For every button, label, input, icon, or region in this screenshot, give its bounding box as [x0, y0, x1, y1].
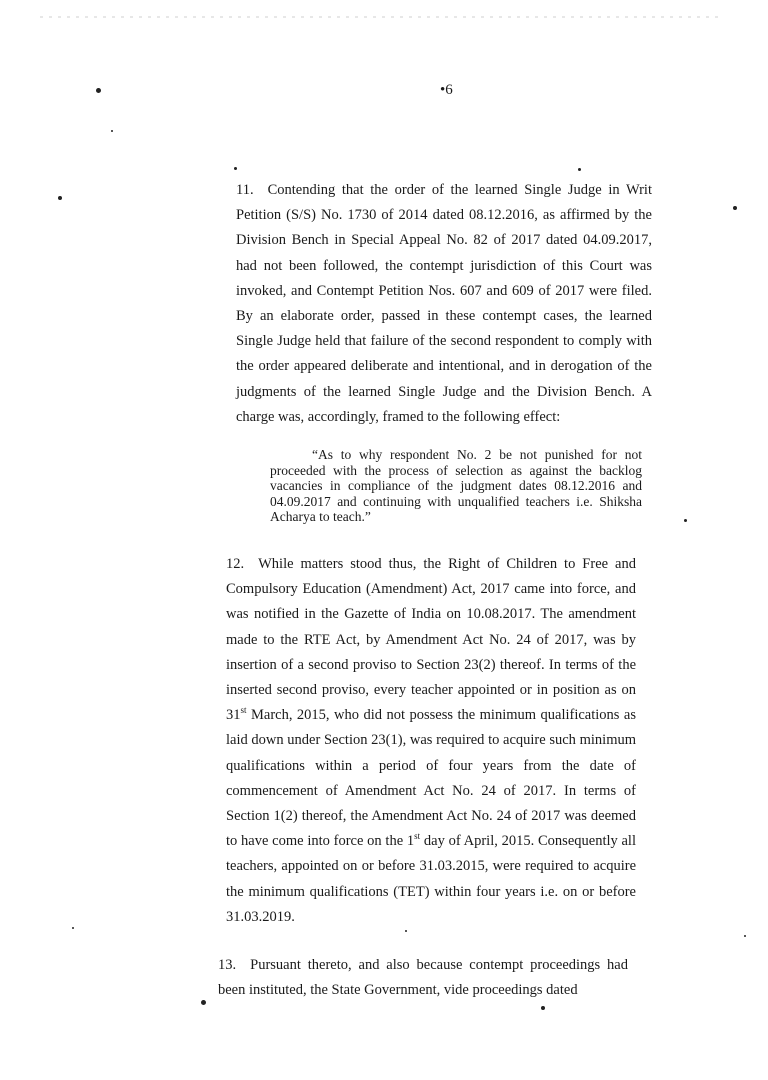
paragraph-number: 12.: [226, 556, 245, 572]
paragraph-12: [226, 552, 636, 930]
page-number-text: 6: [445, 82, 453, 98]
scan-speck: [733, 206, 737, 210]
paragraph-text: Pursuant thereto, and also because contempt proceedings had been instituted, the State Government, vide proceedings dated: [218, 957, 628, 999]
scan-edge-noise: [40, 16, 720, 18]
superscript: st: [240, 705, 247, 716]
scan-speck: [234, 167, 237, 170]
scan-speck: [96, 88, 101, 93]
scan-speck: [111, 130, 113, 132]
scan-speck: [541, 1006, 545, 1010]
scan-speck: [58, 196, 62, 200]
scan-speck: [744, 935, 746, 937]
paragraph-text: While matters stood thus, the Right of Children to Free and Compulsory Education (Amendment) Act, 2017 came into force, and was notified in the Gazette of India on 10.08.2017. The amendment made to the RTE Act, by Amendment Act No. 24 of 2017, was by insertion of a second proviso to Section 23(2) thereof. In terms of the inserted second proviso, every teacher appointed or in position as on 31: [226, 556, 636, 724]
paragraph-11: [236, 178, 652, 430]
paragraph-13: [218, 953, 628, 1003]
superscript: st: [414, 831, 421, 842]
scan-speck: [578, 168, 581, 171]
paragraph-number: 11.: [236, 182, 254, 198]
scan-speck: [684, 519, 687, 522]
paragraph-text: March, 2015, who did not possess the minimum qualifications as laid down under Section 23(1), was required to acquire such minimum qualifications within a period of four years from the date of commencement of Amendment Act No. 24 of 2017. In terms of Section 1(2) thereof, the Amendment Act No. 24 of 2017 was deemed to have come into force on the 1: [226, 707, 636, 850]
bullet-mark: •: [440, 82, 446, 98]
scan-speck: [201, 1000, 206, 1005]
scan-speck: [405, 930, 407, 932]
paragraph-number: 13.: [218, 957, 237, 973]
block-quote: “As to why respondent No. 2 be not punished for not proceeded with the process of selection as against the backlog vacancies in compliance of the judgment dates 08.12.2016 and 04.09.2017 and continuing with unqualified teachers i.e. Shiksha Acharya to teach.”: [270, 447, 642, 525]
scan-speck: [72, 927, 74, 929]
paragraph-text: Contending that the order of the learned Single Judge in Writ Petition (S/S) No. 1730 of 2014 dated 08.12.2016, as affirmed by the Division Bench in Special Appeal No. 82 of 2017 dated 04.09.2017, had not been followed, the contempt jurisdiction of this Court was invoked, and Contempt Petition Nos. 607 and 609 of 2017 were filed. By an elaborate order, passed in these contempt cases, the learned Single Judge held that failure of the second respondent to comply with the order appeared deliberate and intentional, and in derogation of the judgments of the learned Single Judge and the Division Bench. A charge was, accordingly, framed to the following effect:: [236, 182, 652, 425]
paragraph-text: day of April, 2015. Consequently all teachers, appointed on or before 31.03.2015, were required to acquire the minimum qualifications (TET) within four years i.e. on or before 31.03.2019.: [226, 833, 636, 925]
page-number: [440, 82, 453, 99]
